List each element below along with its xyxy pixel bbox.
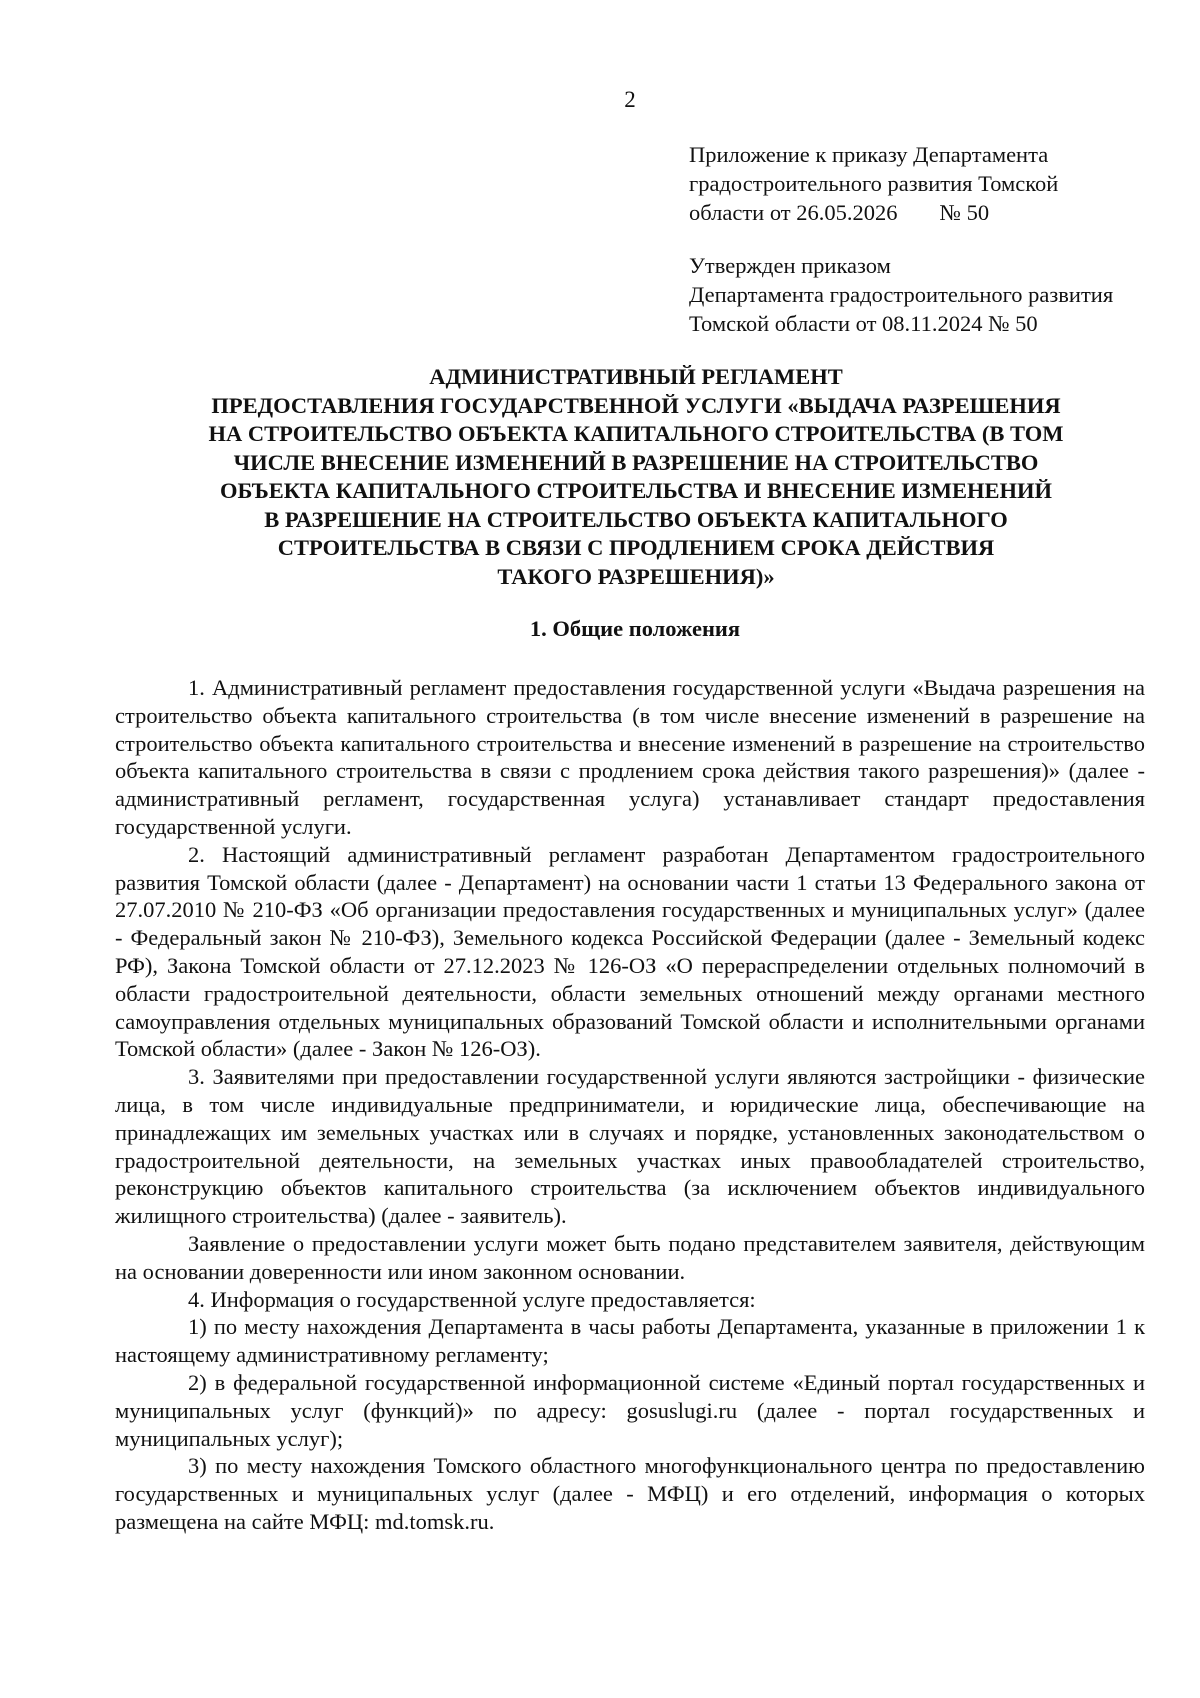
title-line: ТАКОГО РАЗРЕШЕНИЯ)» [497,563,775,589]
list-item-3: 3) по месту нахождения Томского областного многофункционального центра по предоставлению государственных и муниципальных услуг (далее - МФЦ) и его отделений, информация о которых размещена на сайте МФЦ: md.tomsk.ru. [115,1453,1145,1534]
title-line: СТРОИТЕЛЬСТВА В СВЯЗИ С ПРОДЛЕНИЕМ СРОКА ДЕЙСТВИЯ [277,535,995,560]
list-item-1: 1) по месту нахождения Департамента в часы работы Департамента, указанные в приложении 1 к настоящему административному регламенту; [115,1314,1145,1368]
title-line: ОБЪЕКТА КАПИТАЛЬНОГО СТРОИТЕЛЬСТВА И ВНЕСЕНИЕ ИЗМЕНЕНИЙ [219,478,1053,503]
paragraph-2: 2. Настоящий административный регламент разработан Департаментом градостроительного развития Томской области (далее - Департамент) на основании части 1 статьи 13 Федерального закона от 27.07.2010 № 210-ФЗ «Об организации предоставления государственных и муниципальных услуг» (далее - Федеральный закон № 210-ФЗ), Земельного кодекса Российской Федерации (далее - Земельный кодекс РФ), Закона Томской области от 27.12.2023 № 126-ОЗ «О перераспределении отдельных полномочий в области градостроительной деятельности, области земельных отношений между органами местного самоуправления отдельных муниципальных образований Томской области и исполнительными органами Томской области» (далее - Закон № 126-ОЗ). [115,841,1145,1062]
annex-number: № 50 [939,200,990,225]
title-line: НА СТРОИТЕЛЬСТВО ОБЪЕКТА КАПИТАЛЬНОГО СТРОИТЕЛЬСТВА (В ТОМ [208,421,1064,446]
annex-note [689,140,1169,227]
paragraph-1: 1. Административный регламент предоставления государственной услуги «Выдача разрешения на строительство объекта капитального строительства (в том числе внесение изменений в разрешение на строительство объекта капитального строительства и внесение изменений в разрешение на строительство объекта капитального строительства в связи с продлением срока действия такого разрешения)» (далее - административный регламент, государственная услуга) устанавливает стандарт предоставления государственной услуги. [115,675,1145,839]
paragraph-3: 3. Заявителями при предоставлении государственной услуги являются застройщики - физические лица, в том числе индивидуальные предприниматели, и юридические лица, обеспечивающие на принадлежащих им земельных участках или в случаях и порядке, установленных законодательством о градостроительной деятельности, на земельных участках иных правообладателей строительство, реконструкцию объектов капитального строительства (за исключением объектов индивидуального жилищного строительства) (далее - заявитель). [115,1064,1145,1229]
approval-line-1: Утвержден приказом [689,253,891,278]
approval-line-2: Департамента градостроительного развития [689,282,1114,307]
title-line: ЧИСЛЕ ВНЕСЕНИЕ ИЗМЕНЕНИЙ В РАЗРЕШЕНИЕ НА СТРОИТЕЛЬСТВО [233,449,1039,475]
paragraph-4: 4. Информация о государственной услуге предоставляется: [188,1286,756,1312]
title-line: ПРЕДОСТАВЛЕНИЯ ГОСУДАРСТВЕННОЙ УСЛУГИ «ВЫДАЧА РАЗРЕШЕНИЯ [211,392,1061,418]
annex-line-2: градостроительного развития Томской [689,171,1059,196]
title-line: АДМИНИСТРАТИВНЫЙ РЕГЛАМЕНТ [429,364,843,389]
title-line: В РАЗРЕШЕНИЕ НА СТРОИТЕЛЬСТВО ОБЪЕКТА КАПИТАЛЬНОГО [264,506,1008,532]
annex-line-1: Приложение к приказу Департамента [689,142,1049,167]
approval-line-3: Томской области от 08.11.2024 № 50 [689,311,1038,336]
page-number: 2 [624,87,636,112]
annex-line-3 [689,198,1169,227]
section-heading: 1. Общие положения [529,616,741,641]
approval-note [689,251,1179,338]
paragraph-representative: Заявление о предоставлении услуги может быть подано представителем заявителя, действующим на основании доверенности или ином законном основании. [115,1230,1145,1284]
list-item-2: 2) в федеральной государственной информационной системе «Единый портал государственных и муниципальных услуг (функций)» по адресу: gosuslugi.ru (далее - портал государственных и муниципальных услуг); [115,1369,1145,1451]
document-body [115,674,1145,1536]
annex-date: области от 26.05.2026 [689,200,898,225]
document-title [150,363,1122,591]
